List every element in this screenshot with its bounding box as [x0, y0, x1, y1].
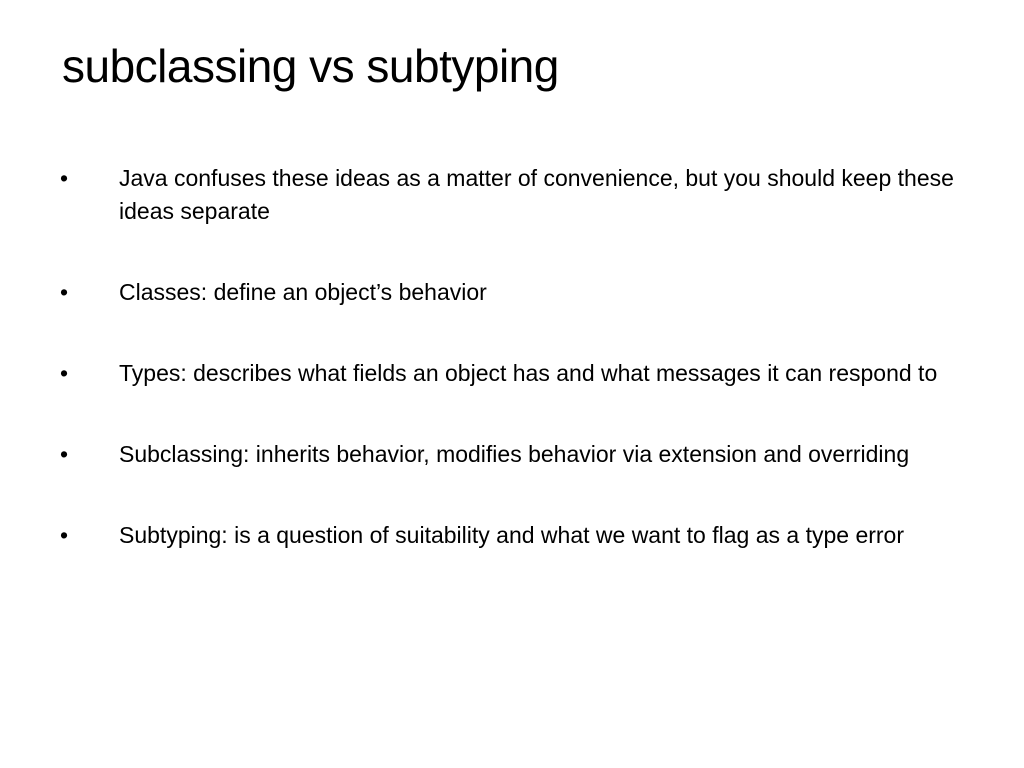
bullet-item [60, 357, 960, 390]
slide-title: subclassing vs subtyping [62, 40, 559, 92]
bullet-text: Classes: define an object’s behavior [119, 279, 487, 305]
bullet-list [60, 162, 960, 600]
bullet-item [60, 519, 960, 552]
bullet-marker: • [60, 360, 69, 386]
bullet-item [60, 276, 960, 309]
bullet-marker: • [60, 165, 69, 191]
bullet-text: Java confuses these ideas as a matter of convenience, but you should keep these ideas separate [119, 165, 954, 224]
bullet-item [60, 162, 960, 228]
bullet-marker: • [60, 522, 69, 548]
bullet-text: Types: describes what fields an object has and what messages it can respond to [119, 360, 938, 386]
bullet-marker: • [60, 441, 69, 467]
bullet-text: Subclassing: inherits behavior, modifies behavior via extension and overriding [119, 441, 910, 467]
bullet-item [60, 438, 960, 471]
bullet-text: Subtyping: is a question of suitability and what we want to flag as a type error [119, 522, 904, 548]
bullet-marker: • [60, 279, 69, 305]
